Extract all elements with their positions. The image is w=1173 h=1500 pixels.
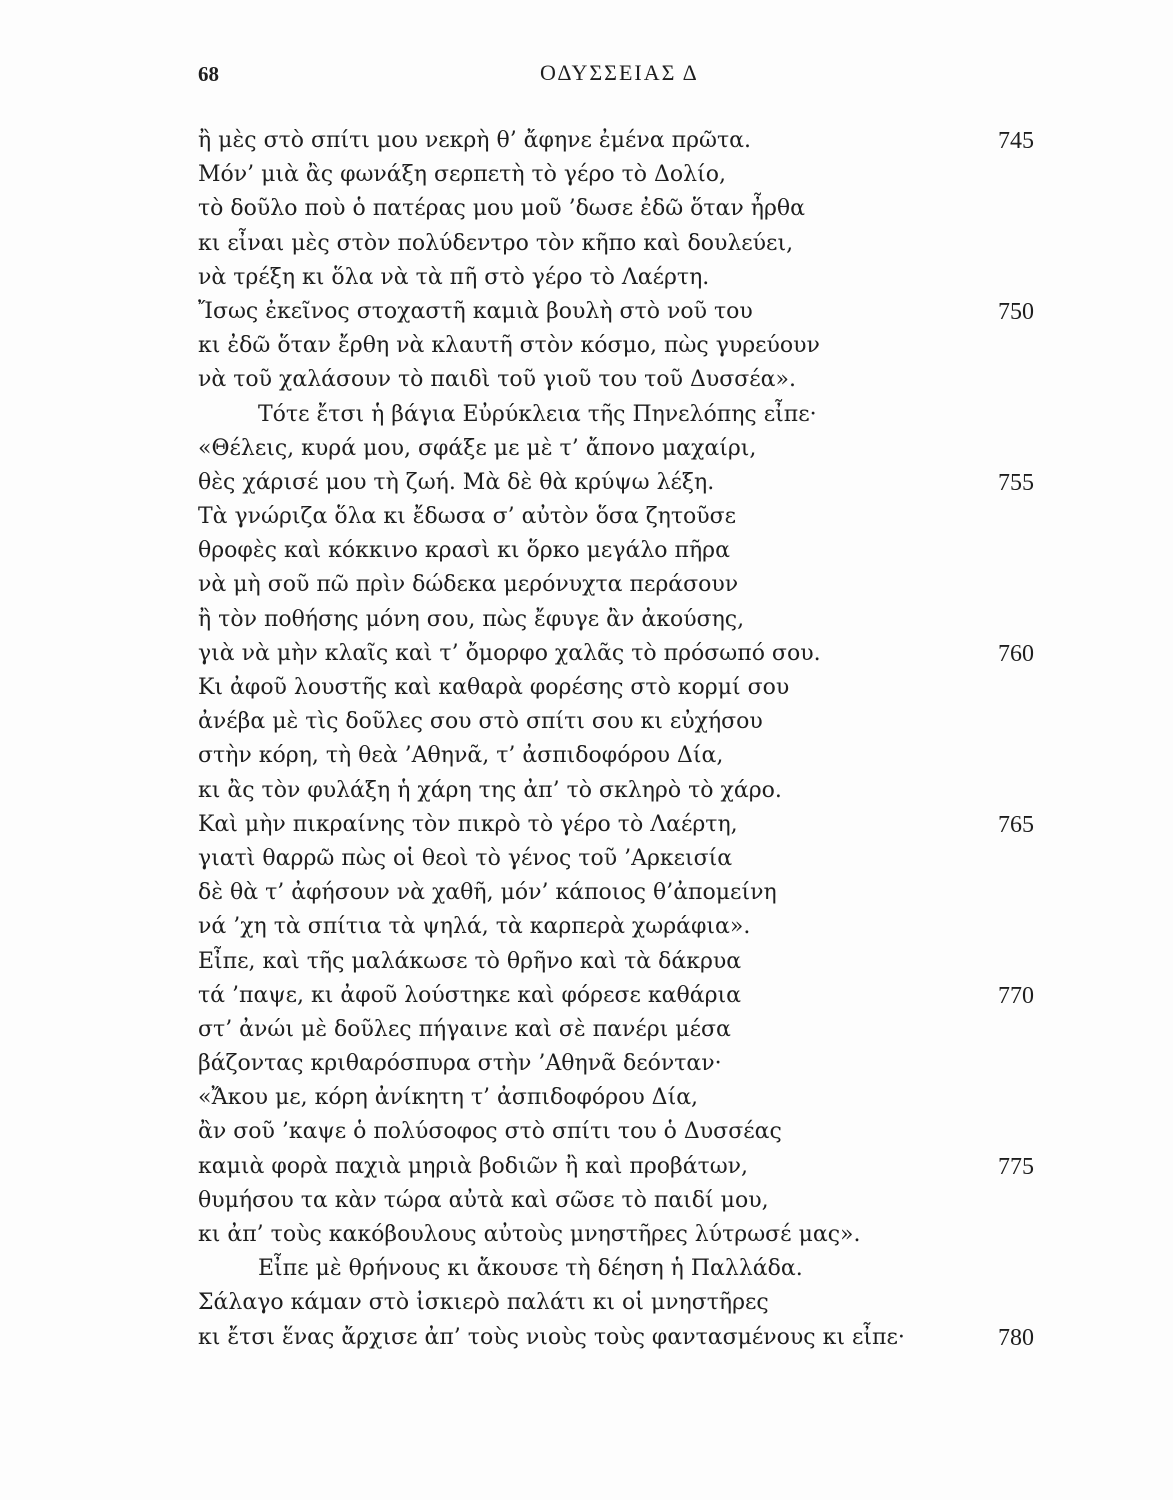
verse-text: στὴν κόρη, τὴ θεὰ ’Αθηνᾶ, τ’ ἀσπιδοφόρου Δία, — [198, 743, 724, 769]
verse-text: κι ἀπ’ τοὺς κακόβουλους αὐτοὺς μνηστῆρες λύτρωσέ μας». — [198, 1222, 861, 1247]
line-number: 750 — [998, 298, 1034, 325]
verse-text: θυμήσου τα κὰν τώρα αὐτὰ καὶ σῶσε τὸ παιδί μου, — [198, 1187, 769, 1213]
verse-text: τὸ δοῦλο ποὺ ὁ πατέρας μου μοῦ ’δωσε ἐδῶ ὅταν ἦρθα — [198, 196, 805, 222]
verse-line — [198, 945, 1048, 979]
verse-text: Τὰ γνώριζα ὅλα κι ἔδωσα σ’ αὐτὸν ὅσα ζητοῦσε — [198, 504, 737, 530]
verse-line — [198, 227, 1048, 261]
verse-text: Ἴσως ἐκεῖνος στοχαστῆ καμιὰ βουλὴ στὸ νοῦ του — [198, 298, 753, 324]
verse-line — [198, 329, 1048, 363]
verse-line — [198, 432, 1048, 466]
verse-text: νὰ τρέξη κι ὅλα νὰ τὰ πῆ στὸ γέρο τὸ Λαέρτη. — [198, 264, 710, 290]
verse-text: δὲ θὰ τ’ ἀφήσουν νὰ χαθῆ, μόν’ κάποιος θ’ἀπομείνη — [198, 880, 777, 906]
line-number: 765 — [998, 811, 1034, 838]
verse-text: στ’ ἀνώι μὲ δοῦλες πήγαινε καὶ σὲ πανέρι μέσα — [198, 1016, 731, 1042]
verse-line — [198, 1013, 1048, 1047]
verse-text: Κι ἀφοῦ λουστῆς καὶ καθαρὰ φορέσης στὸ κορμί σου — [198, 675, 790, 700]
verse-line — [198, 1252, 1048, 1286]
verse-line — [198, 1184, 1048, 1218]
verse-text: κι ἂς τὸν φυλάξη ἡ χάρη της ἀπ’ τὸ σκληρὸ τὸ χάρο. — [198, 777, 782, 803]
verse-line — [198, 261, 1048, 295]
verse-line — [198, 192, 1048, 226]
line-number: 745 — [998, 128, 1034, 154]
verse-text: καμιὰ φορὰ παχιὰ μηριὰ βοδιῶν ἢ καὶ προβάτων, — [198, 1153, 749, 1179]
verse-text: Τότε ἔτσι ἡ βάγια Εὐρύκλεια τῆς Πηνελόπης εἶπε· — [258, 401, 817, 427]
verse-text: κι εἶναι μὲς στὸν πολύδεντρο τὸν κῆπο καὶ δουλεύει, — [198, 230, 794, 256]
verse-line — [198, 1321, 1048, 1355]
verse-text: κι ἔτσι ἕνας ἄρχισε ἀπ’ τοὺς νιοὺς τοὺς φαντασμένους κι εἶπε· — [198, 1324, 905, 1350]
verse-line — [198, 1150, 1048, 1184]
line-number: 755 — [998, 469, 1034, 496]
verse-line — [198, 158, 1048, 192]
verse-line — [198, 1115, 1048, 1149]
verse-line — [198, 466, 1048, 500]
verse-line — [198, 295, 1048, 329]
verse-line — [198, 1286, 1048, 1320]
verse-line — [198, 774, 1048, 808]
verse-text: κι ἐδῶ ὅταν ἔρθη νὰ κλαυτῆ στὸν κόσμο, πὼς γυρεύουν — [198, 333, 820, 359]
verse-line — [198, 842, 1048, 876]
verse-text: θὲς χάρισέ μου τὴ ζωή. Μὰ δὲ θὰ κρύψω λέξη. — [198, 469, 715, 495]
verse-line — [198, 603, 1048, 637]
verse-line — [198, 363, 1048, 397]
verse-text: βάζοντας κριθαρόσπυρα στὴν ’Αθηνᾶ δεόνταν· — [198, 1051, 722, 1077]
verse-line — [198, 808, 1048, 842]
verse-text: Σάλαγο κάμαν στὸ ἰσκιερὸ παλάτι κι οἱ μνηστῆρες — [198, 1290, 769, 1316]
verse-line — [198, 876, 1048, 910]
line-number: 760 — [998, 640, 1034, 667]
verse-line — [198, 637, 1048, 671]
verse-line — [198, 910, 1048, 944]
line-number: 775 — [998, 1153, 1034, 1180]
verse-text: γιὰ νὰ μὴν κλαῖς καὶ τ’ ὄμορφο χαλᾶς τὸ πρόσωπό σου. — [198, 640, 821, 666]
verse-text: νά ’χη τὰ σπίτια τὰ ψηλά, τὰ καρπερὰ χωράφια». — [198, 914, 751, 940]
verse-text: νὰ τοῦ χαλάσουν τὸ παιδὶ τοῦ γιοῦ του τοῦ Δυσσέα». — [198, 367, 796, 393]
verse-text: τά ’παψε, κι ἀφοῦ λούστηκε καὶ φόρεσε καθάρια — [198, 982, 742, 1008]
verse-block — [198, 124, 1048, 1355]
page-number: 68 — [198, 62, 219, 86]
verse-text: «Θέλεις, κυρά μου, σφάξε με μὲ τ’ ἄπονο μαχαίρι, — [198, 435, 757, 461]
verse-line — [198, 534, 1048, 568]
verse-line — [198, 568, 1048, 602]
verse-line — [198, 1218, 1048, 1252]
verse-text: «Ἄκου με, κόρη ἀνίκητη τ’ ἀσπιδοφόρου Δία, — [198, 1085, 699, 1111]
verse-text: ἂν σοῦ ’καψε ὁ πολύσοφος στὸ σπίτι του ὁ Δυσσέας — [198, 1119, 782, 1145]
verse-text: Εἶπε μὲ θρήνους κι ἄκουσε τὴ δέηση ἡ Παλλάδα. — [258, 1256, 803, 1282]
verse-text: Καὶ μὴν πικραίνης τὸν πικρὸ τὸ γέρο τὸ Λαέρτη, — [198, 811, 738, 837]
verse-line — [198, 124, 1048, 158]
verse-line — [198, 500, 1048, 534]
line-number: 780 — [998, 1324, 1034, 1351]
verse-text: γιατὶ θαρρῶ πὼς οἱ θεοὶ τὸ γένος τοῦ ’Αρκεισία — [198, 845, 733, 871]
verse-line — [198, 1081, 1048, 1115]
verse-text: Εἶπε, καὶ τῆς μαλάκωσε τὸ θρῆνο καὶ τὰ δάκρυα — [198, 948, 742, 974]
verse-text: νὰ μὴ σοῦ πῶ πρὶν δώδεκα μερόνυχτα περάσουν — [198, 572, 739, 598]
verse-text: θροφὲς καὶ κόκκινο κρασὶ κι ὅρκο μεγάλο πῆρα — [198, 538, 730, 564]
verse-text: Μόν’ μιὰ ἂς φωνάξη σερπετὴ τὸ γέρο τὸ Δολίο, — [198, 162, 726, 188]
verse-line — [198, 705, 1048, 739]
verse-line — [198, 979, 1048, 1013]
running-title: ΟΔΥΣΣΕΙΑΣ Δ — [540, 60, 699, 85]
line-number: 770 — [998, 982, 1034, 1009]
verse-line — [198, 1047, 1048, 1081]
verse-text: ἀνέβα μὲ τὶς δοῦλες σου στὸ σπίτι σου κι εὐχήσου — [198, 709, 763, 735]
verse-line — [198, 398, 1048, 432]
verse-text: ἢ μὲς στὸ σπίτι μου νεκρὴ θ’ ἄφηνε ἐμένα πρῶτα. — [198, 128, 751, 153]
verse-line — [198, 671, 1048, 705]
verse-line — [198, 739, 1048, 773]
verse-text: ἢ τὸν ποθήσης μόνη σου, πὼς ἔφυγε ἂν ἀκούσης, — [198, 606, 745, 632]
